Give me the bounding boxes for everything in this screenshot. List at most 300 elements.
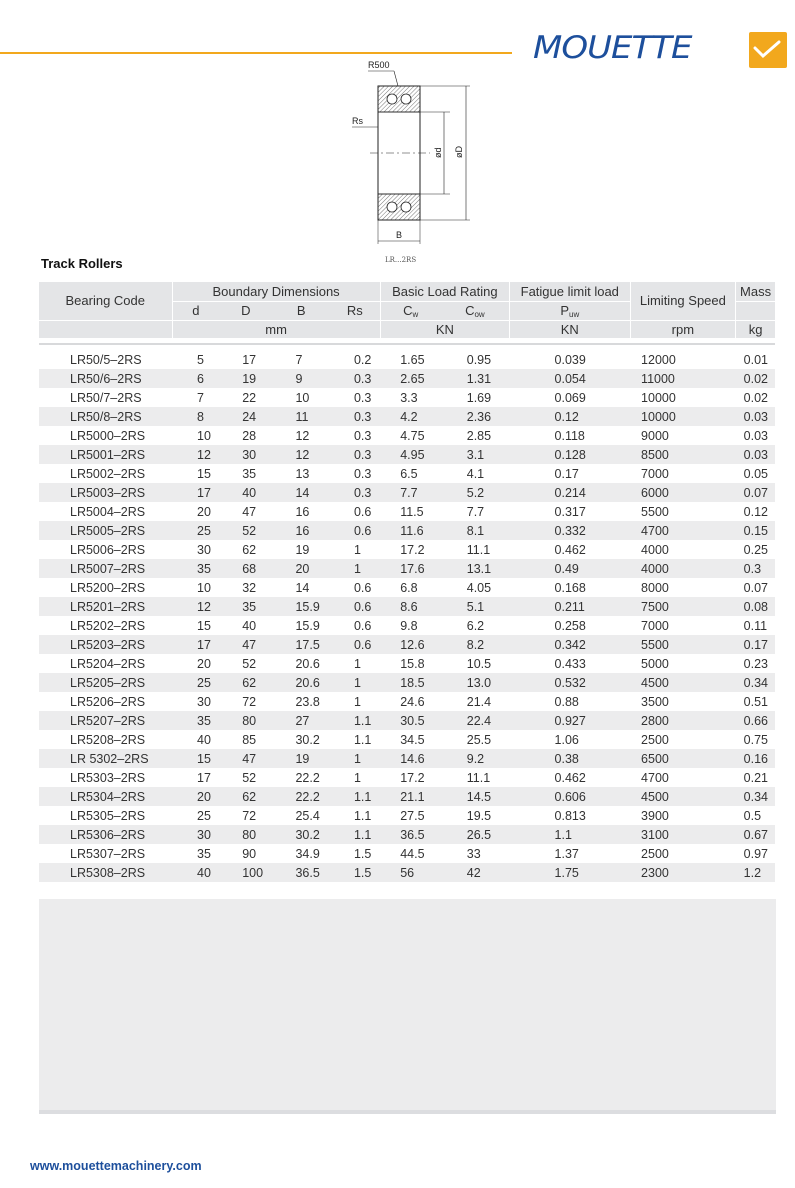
cell-limiting-speed: 4000 [641, 542, 669, 557]
cell-load-cw: 14.6 [380, 749, 441, 768]
cell-fatigue-puw: 1.1 [510, 825, 631, 844]
cell-fatigue-puw: 0.039 [554, 352, 586, 367]
cell-bore-d: 20 [197, 504, 211, 519]
cell-bearing-code: LR5202–2RS [70, 618, 146, 633]
cell-mass: 0.51 [743, 694, 769, 709]
cell-bore-d: 25 [197, 808, 211, 823]
cell-width-B: 15.9 [295, 618, 320, 633]
cell-load-cow: 11.1 [466, 770, 491, 785]
header-cow: $C_{ow}$ [441, 301, 510, 320]
bearing-drawing [340, 58, 470, 268]
cell-outer-D: 62 [219, 673, 272, 692]
cell-limiting-speed: 3100 [630, 825, 736, 844]
table-row [39, 559, 775, 578]
cell-outer-D: 52 [242, 656, 257, 671]
cell-load-cow: 8.1 [441, 521, 510, 540]
cell-outer-D: 72 [242, 808, 257, 823]
table-row [39, 635, 775, 654]
cell-bore-d: 5 [197, 352, 204, 367]
cell-load-cw: 11.6 [380, 521, 441, 540]
cell-limiting-speed: 6500 [630, 749, 736, 768]
cell-bore-d: 7 [197, 390, 204, 405]
cell-radius-rs: 1.1 [330, 711, 380, 730]
cell-limiting-speed: 5500 [641, 504, 669, 519]
cell-limiting-speed: 9000 [641, 428, 669, 443]
cell-fatigue-puw: 0.342 [510, 635, 631, 654]
cell-outer-D: 80 [219, 825, 272, 844]
cell-bore-d: 15 [197, 618, 211, 633]
cell-load-cow: 10.5 [466, 656, 492, 671]
cell-outer-D: 17 [242, 352, 257, 367]
cell-bearing-code: LR5002–2RS [70, 466, 146, 481]
cell-outer-D: 47 [242, 504, 257, 519]
cell-fatigue-puw: 0.168 [554, 580, 586, 595]
cell-load-cow: 33 [466, 846, 481, 861]
cell-radius-rs: 0.6 [353, 618, 372, 633]
cell-fatigue-puw: 0.462 [554, 542, 586, 557]
cell-fatigue-puw: 0.054 [510, 369, 631, 388]
cell-load-cw: 44.5 [400, 846, 425, 861]
cell-fatigue-puw: 1.75 [510, 863, 631, 882]
cell-mass: 0.23 [743, 656, 769, 671]
cell-outer-D: 100 [219, 863, 272, 882]
cell-load-cw: 17.2 [400, 770, 425, 785]
cell-radius-rs: 1 [353, 542, 361, 557]
cell-fatigue-puw: 0.12 [510, 407, 631, 426]
cell-radius-rs: 0.3 [353, 390, 372, 405]
cell-limiting-speed: 2800 [630, 711, 736, 730]
header-mass-blank [736, 301, 775, 320]
cell-load-cow: 26.5 [441, 825, 510, 844]
cell-fatigue-puw: 0.214 [510, 483, 631, 502]
cell-width-B: 20 [272, 559, 329, 578]
cell-width-B: 30.2 [295, 732, 320, 747]
cell-mass: 0.21 [743, 770, 769, 785]
cell-mass: 0.11 [743, 618, 768, 633]
cell-bearing-code: LR5004–2RS [70, 504, 146, 519]
cell-load-cow: 0.95 [466, 352, 492, 367]
cell-bearing-code: LR5003–2RS [39, 483, 172, 502]
cell-bearing-code: LR5303–2RS [70, 770, 146, 785]
cell-radius-rs: 0.3 [330, 369, 380, 388]
cell-bore-d: 40 [172, 863, 219, 882]
cell-limiting-speed: 2500 [641, 732, 669, 747]
cell-bearing-code: LR5305–2RS [70, 808, 146, 823]
cell-radius-rs: 1 [330, 559, 380, 578]
cell-load-cow: 21.4 [466, 694, 492, 709]
cell-limiting-speed: 7500 [630, 597, 736, 616]
cell-limiting-speed: 12000 [641, 352, 676, 367]
cell-bearing-code: LR5007–2RS [39, 559, 172, 578]
outer-diameter-label: øD [454, 146, 464, 158]
unit-code-blank [39, 320, 172, 338]
cell-bore-d: 35 [172, 559, 219, 578]
cell-bore-d: 17 [172, 483, 219, 502]
cell-bearing-code: LR5203–2RS [39, 635, 172, 654]
cell-limiting-speed: 5500 [630, 635, 736, 654]
brand-logo-icon [749, 32, 787, 68]
cell-outer-D: 62 [242, 542, 257, 557]
cell-mass: 0.07 [743, 580, 769, 595]
table-row [39, 806, 775, 825]
table-body [39, 350, 775, 882]
header-B: B [272, 301, 329, 320]
cell-load-cow: 7.7 [466, 504, 485, 519]
footer-website-link[interactable]: www.mouettemachinery.com [30, 1159, 202, 1173]
cell-bore-d: 17 [197, 770, 211, 785]
cell-load-cw: 4.2 [380, 407, 441, 426]
cell-load-cw: 7.7 [380, 483, 441, 502]
cell-bearing-code: LR5204–2RS [70, 656, 146, 671]
cell-limiting-speed: 10000 [641, 390, 676, 405]
cell-mass: 0.02 [736, 369, 775, 388]
cell-load-cw: 27.5 [400, 808, 425, 823]
cell-width-B: 11 [272, 407, 329, 426]
cell-outer-D: 40 [219, 483, 272, 502]
cell-width-B: 22.2 [295, 770, 320, 785]
cell-load-cw: 24.6 [400, 694, 425, 709]
cell-radius-rs: 0.6 [330, 521, 380, 540]
cell-load-cow: 6.2 [466, 618, 485, 633]
cell-load-cow: 13.0 [441, 673, 510, 692]
cell-mass: 0.34 [736, 787, 775, 806]
cell-load-cow: 42 [441, 863, 510, 882]
header-puw: $P_{uw}$ [510, 301, 631, 320]
cell-fatigue-puw: 0.069 [554, 390, 586, 405]
cell-load-cow: 4.1 [466, 466, 485, 481]
table-row [39, 578, 775, 597]
cell-bore-d: 15 [172, 749, 219, 768]
cell-radius-rs: 0.2 [353, 352, 372, 367]
cell-mass: 0.15 [736, 521, 775, 540]
cell-radius-rs: 1 [330, 749, 380, 768]
cell-bore-d: 40 [197, 732, 211, 747]
table-row [39, 407, 775, 426]
cell-fatigue-puw: 0.332 [510, 521, 631, 540]
cell-radius-rs: 0.6 [353, 580, 372, 595]
table-row [39, 787, 775, 806]
cell-mass: 0.17 [736, 635, 775, 654]
table-row [39, 502, 775, 521]
cell-load-cw: 17.2 [400, 542, 425, 557]
cell-width-B: 17.5 [272, 635, 329, 654]
cell-load-cw: 8.6 [380, 597, 441, 616]
cell-fatigue-puw: 0.927 [510, 711, 631, 730]
cell-limiting-speed: 4700 [630, 521, 736, 540]
panel-divider [39, 1110, 776, 1114]
cell-bearing-code: LR5000–2RS [70, 428, 146, 443]
cell-limiting-speed: 5000 [641, 656, 669, 671]
cell-radius-rs: 0.3 [330, 407, 380, 426]
cell-radius-rs: 0.6 [353, 504, 372, 519]
cell-fatigue-puw: 0.317 [554, 504, 586, 519]
cell-fatigue-puw: 0.38 [510, 749, 631, 768]
cell-limiting-speed: 4700 [641, 770, 669, 785]
cell-bore-d: 6 [172, 369, 219, 388]
cell-load-cow: 25.5 [466, 732, 492, 747]
cell-outer-D: 68 [219, 559, 272, 578]
cell-radius-rs: 1 [353, 656, 361, 671]
cell-radius-rs: 1.1 [353, 732, 372, 747]
table-row [39, 749, 775, 768]
cell-radius-rs: 0.3 [353, 466, 372, 481]
table-row [39, 654, 775, 673]
cell-bearing-code: LR5005–2RS [39, 521, 172, 540]
cell-bearing-code: LR5206–2RS [70, 694, 146, 709]
cell-width-B: 13 [295, 466, 310, 481]
cell-load-cw: 4.75 [400, 428, 425, 443]
cell-outer-D: 72 [242, 694, 257, 709]
cell-outer-D: 62 [219, 787, 272, 806]
cell-radius-rs: 1.5 [330, 863, 380, 882]
cell-limiting-speed: 7000 [641, 466, 669, 481]
header-cw: $C_w$ [380, 301, 441, 320]
cell-load-cw: 18.5 [380, 673, 441, 692]
cell-fatigue-puw: 0.88 [554, 694, 579, 709]
cell-width-B: 34.9 [295, 846, 320, 861]
table-row [39, 844, 775, 863]
cell-width-B: 19 [295, 542, 310, 557]
cell-width-B: 16 [272, 521, 329, 540]
table-row [39, 825, 775, 844]
table-row [39, 692, 775, 711]
table-row [39, 426, 775, 445]
cell-outer-D: 90 [242, 846, 257, 861]
cell-outer-D: 28 [242, 428, 257, 443]
cell-mass: 0.05 [743, 466, 769, 481]
cell-width-B: 9 [272, 369, 329, 388]
cell-radius-rs: 1.5 [353, 846, 372, 861]
cell-outer-D: 40 [242, 618, 257, 633]
unit-mm: mm [172, 320, 380, 338]
cell-bore-d: 20 [197, 656, 211, 671]
cell-bore-d: 25 [172, 673, 219, 692]
cell-fatigue-puw: 0.258 [554, 618, 586, 633]
cell-width-B: 12 [272, 445, 329, 464]
cell-outer-D: 47 [219, 635, 272, 654]
cell-load-cw: 30.5 [380, 711, 441, 730]
cell-mass: 0.34 [736, 673, 775, 692]
table-row [39, 597, 775, 616]
cell-bearing-code: LR50/8–2RS [39, 407, 172, 426]
cell-radius-rs: 1.1 [353, 808, 372, 823]
cell-width-B: 20.6 [272, 673, 329, 692]
cell-load-cow: 14.5 [441, 787, 510, 806]
table-row [39, 616, 775, 635]
cell-width-B: 14 [295, 580, 310, 595]
cell-load-cow: 4.05 [466, 580, 492, 595]
cell-mass: 0.97 [743, 846, 769, 861]
cell-mass: 1.2 [736, 863, 775, 882]
cell-width-B: 23.8 [295, 694, 320, 709]
cell-load-cw: 4.95 [380, 445, 441, 464]
table-row [39, 350, 775, 369]
table-row [39, 369, 775, 388]
cell-outer-D: 24 [219, 407, 272, 426]
header-d: d [172, 301, 219, 320]
cell-bearing-code: LR 5302–2RS [39, 749, 172, 768]
cell-load-cw: 15.8 [400, 656, 425, 671]
cell-load-cow: 1.69 [466, 390, 492, 405]
cell-limiting-speed: 8500 [630, 445, 736, 464]
cell-limiting-speed: 3500 [641, 694, 669, 709]
cell-load-cw: 1.65 [400, 352, 425, 367]
cell-outer-D: 85 [242, 732, 257, 747]
cell-radius-rs: 0.3 [330, 445, 380, 464]
unit-kn-load: KN [380, 320, 509, 338]
cell-width-B: 7 [295, 352, 303, 367]
cell-bearing-code: LR5001–2RS [39, 445, 172, 464]
cell-load-cw: 6.8 [400, 580, 418, 595]
cell-outer-D: 35 [219, 597, 272, 616]
header-rs: Rs [330, 301, 380, 320]
cell-fatigue-puw: 1.06 [554, 732, 579, 747]
header-fatigue-limit-load: Fatigue limit load [510, 282, 631, 301]
cell-load-cow: 13.1 [441, 559, 510, 578]
cell-outer-D: 52 [242, 770, 257, 785]
cell-width-B: 30.2 [272, 825, 329, 844]
cell-bearing-code: LR50/5–2RS [70, 352, 142, 367]
cell-outer-D: 32 [242, 580, 257, 595]
cell-load-cow: 2.85 [466, 428, 492, 443]
cell-bore-d: 10 [197, 580, 211, 595]
cell-radius-rs: 1.1 [330, 825, 380, 844]
cell-load-cow: 1.31 [441, 369, 510, 388]
cell-radius-rs: 0.6 [330, 635, 380, 654]
cell-fatigue-puw: 0.813 [554, 808, 586, 823]
table-row [39, 445, 775, 464]
cell-bore-d: 30 [197, 694, 211, 709]
cell-bearing-code: LR5201–2RS [39, 597, 172, 616]
header-basic-load-rating: Basic Load Rating [380, 282, 509, 301]
cell-load-cow: 9.2 [441, 749, 510, 768]
cell-width-B: 16 [295, 504, 310, 519]
cell-bearing-code: LR5306–2RS [39, 825, 172, 844]
cell-outer-D: 35 [242, 466, 257, 481]
rs-label: Rs [352, 116, 363, 126]
cell-fatigue-puw: 0.606 [510, 787, 631, 806]
table-row [39, 388, 775, 407]
cell-bearing-code: LR5207–2RS [39, 711, 172, 730]
cell-bore-d: 12 [172, 597, 219, 616]
cell-radius-rs: 1 [330, 673, 380, 692]
cell-outer-D: 47 [219, 749, 272, 768]
cell-width-B: 10 [295, 390, 310, 405]
cell-mass: 0.25 [743, 542, 769, 557]
cell-radius-rs: 1.1 [330, 787, 380, 806]
cell-mass: 0.07 [736, 483, 775, 502]
cell-load-cow: 11.1 [466, 542, 491, 557]
cell-outer-D: 22 [242, 390, 257, 405]
cell-limiting-speed: 10000 [630, 407, 736, 426]
cell-load-cw: 2.65 [380, 369, 441, 388]
cell-outer-D: 52 [219, 521, 272, 540]
cell-width-B: 14 [272, 483, 329, 502]
header-accent-line [0, 52, 512, 54]
cell-load-cow: 2.36 [441, 407, 510, 426]
cell-bearing-code: LR5304–2RS [39, 787, 172, 806]
cell-bearing-code: LR5308–2RS [39, 863, 172, 882]
table-row [39, 521, 775, 540]
cell-radius-rs: 1 [353, 770, 361, 785]
table-row [39, 768, 775, 787]
cell-bore-d: 17 [172, 635, 219, 654]
cell-bearing-code: LR50/7–2RS [70, 390, 142, 405]
cell-load-cow: 19.5 [466, 808, 492, 823]
cell-mass: 0.01 [743, 352, 769, 367]
cell-bore-d: 20 [172, 787, 219, 806]
cell-fatigue-puw: 0.118 [554, 428, 585, 443]
cell-bore-d: 25 [172, 521, 219, 540]
cell-mass: 0.16 [736, 749, 775, 768]
cell-fatigue-puw: 0.532 [510, 673, 631, 692]
cell-load-cw: 36.5 [380, 825, 441, 844]
cell-bearing-code: LR5307–2RS [70, 846, 146, 861]
table-row [39, 730, 775, 749]
cell-width-B: 20.6 [295, 656, 320, 671]
brand-logo-text: MOUETTE [533, 29, 692, 67]
cell-outer-D: 80 [219, 711, 272, 730]
cell-limiting-speed: 4000 [630, 559, 736, 578]
cell-width-B: 27 [272, 711, 329, 730]
cell-load-cow: 3.1 [441, 445, 510, 464]
cell-bearing-code: LR5200–2RS [70, 580, 146, 595]
cell-fatigue-puw: 0.211 [510, 597, 631, 616]
cell-fatigue-puw: 0.462 [554, 770, 586, 785]
cell-mass: 0.03 [736, 407, 775, 426]
cell-limiting-speed: 4500 [630, 787, 736, 806]
cell-bore-d: 30 [172, 825, 219, 844]
cell-load-cw: 34.5 [400, 732, 425, 747]
table-row [39, 464, 775, 483]
cell-bore-d: 15 [197, 466, 211, 481]
cell-load-cw: 17.6 [380, 559, 441, 578]
cell-width-B: 36.5 [272, 863, 329, 882]
unit-rpm: rpm [630, 320, 736, 338]
cell-mass: 0.67 [736, 825, 775, 844]
header-D: D [219, 301, 272, 320]
cell-bore-d: 35 [172, 711, 219, 730]
bore-diameter-label: ød [433, 147, 443, 158]
cell-width-B: 22.2 [272, 787, 329, 806]
cell-bore-d: 8 [172, 407, 219, 426]
cell-load-cw: 11.5 [400, 504, 424, 519]
width-label: B [396, 230, 403, 240]
drawing-caption: LR...2RS [385, 256, 417, 264]
cell-mass: 0.03 [736, 445, 775, 464]
cell-radius-rs: 0.3 [353, 428, 372, 443]
cell-mass: 0.08 [736, 597, 775, 616]
cell-outer-D: 30 [219, 445, 272, 464]
table-row [39, 483, 775, 502]
cell-bore-d: 30 [197, 542, 211, 557]
cell-load-cw: 3.3 [400, 390, 418, 405]
cell-mass: 0.02 [743, 390, 769, 405]
cell-load-cow: 5.2 [441, 483, 510, 502]
cell-limiting-speed: 7000 [641, 618, 669, 633]
table-row [39, 711, 775, 730]
cell-width-B: 12 [295, 428, 310, 443]
cell-load-cow: 8.2 [441, 635, 510, 654]
cell-fatigue-puw: 0.128 [510, 445, 631, 464]
header-mass: Mass [736, 282, 775, 301]
cell-width-B: 19 [272, 749, 329, 768]
cell-bore-d: 10 [197, 428, 211, 443]
cell-fatigue-puw: 1.37 [554, 846, 579, 861]
cell-fatigue-puw: 0.49 [510, 559, 631, 578]
cell-fatigue-puw: 0.433 [554, 656, 586, 671]
cell-radius-rs: 0.6 [330, 597, 380, 616]
